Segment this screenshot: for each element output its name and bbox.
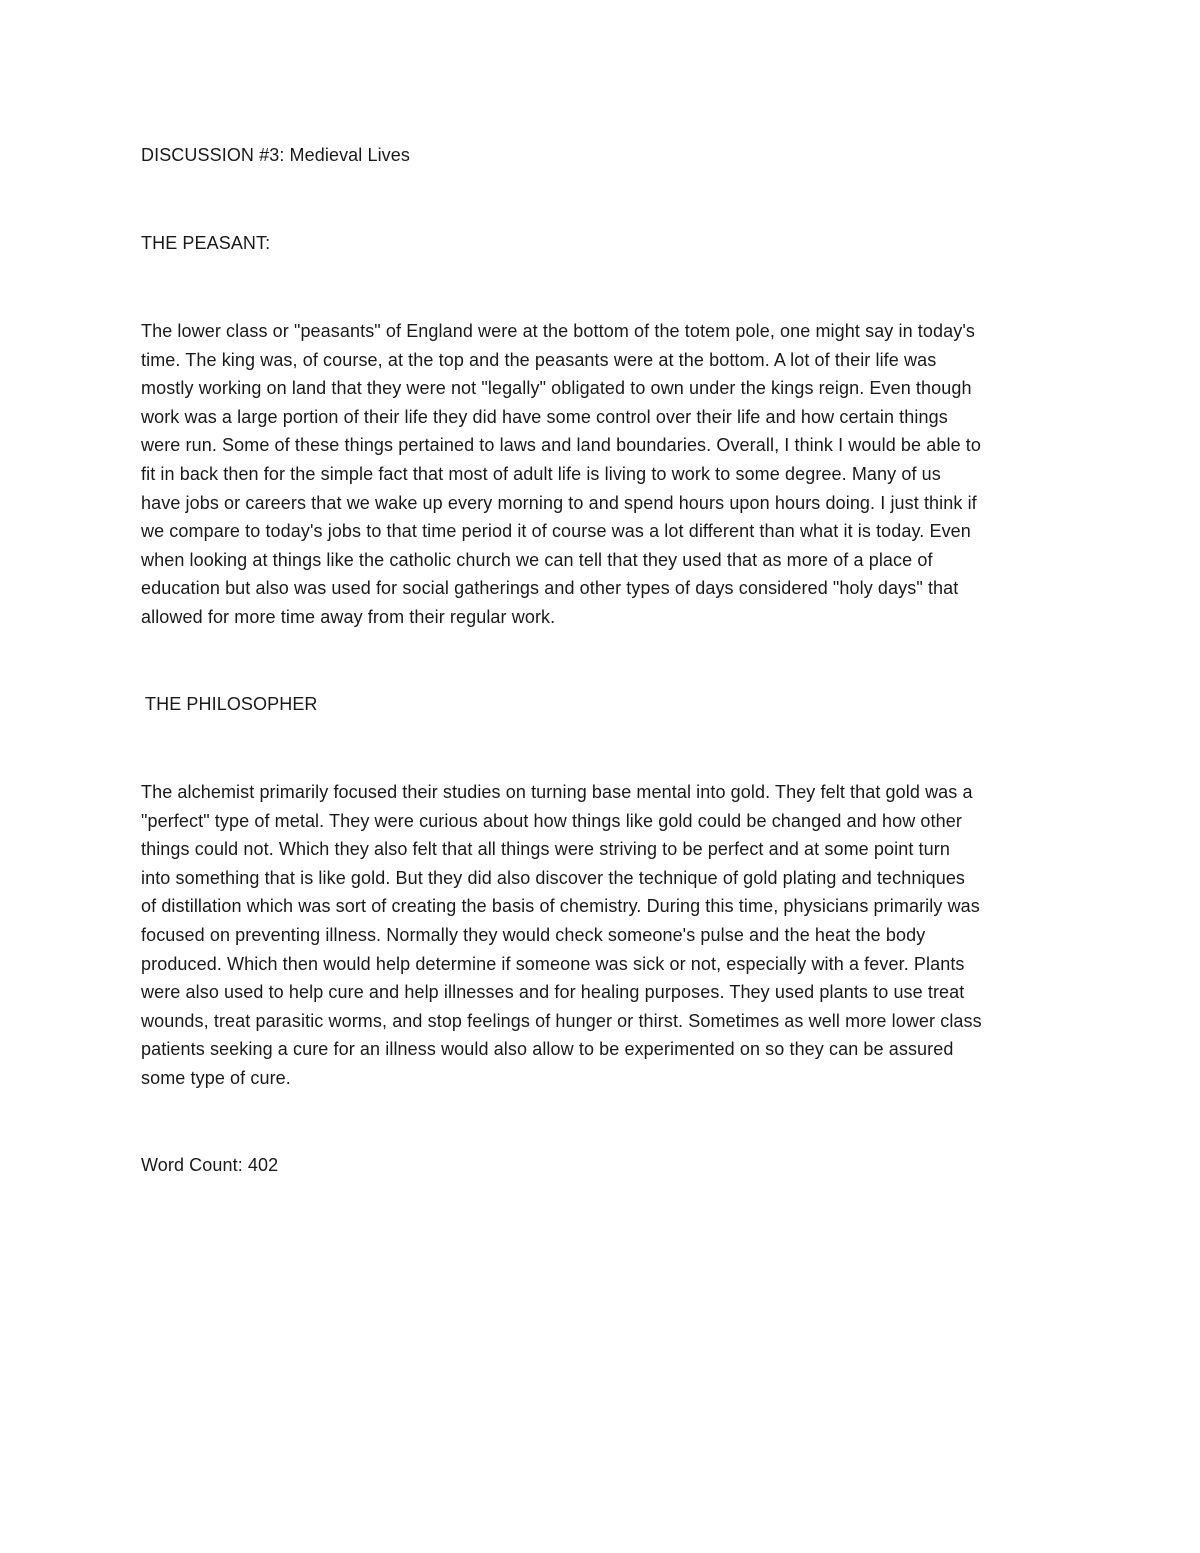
- paragraph-line: things could not. Which they also felt that all things were striving to be perfect and at some point turn: [141, 839, 950, 860]
- paragraph-line: we compare to today's jobs to that time period it of course was a lot different than what it is today. Even: [141, 521, 971, 542]
- document-title: DISCUSSION #3: Medieval Lives: [141, 145, 410, 165]
- paragraph-line: The lower class or "peasants" of England were at the bottom of the totem pole, one might say in today's: [141, 321, 975, 341]
- paragraph-line: produced. Which then would help determine if someone was sick or not, especially with a fever. Plants: [141, 953, 965, 974]
- paragraph-line: were run. Some of these things pertained to laws and land boundaries. Overall, I think I would be able to: [141, 435, 981, 456]
- paragraph-line: mostly working on land that they were not "legally" obligated to own under the kings reign. Even though: [141, 378, 972, 399]
- paragraph-line: education but also was used for social gatherings and other types of days considered "holy days" that: [141, 578, 959, 599]
- paragraph-line: patients seeking a cure for an illness would also allow to be experimented on so they can be assured: [141, 1039, 954, 1060]
- paragraph-line: work was a large portion of their life they did have some control over their life and how certain things: [141, 406, 948, 427]
- paragraph-line: time. The king was, of course, at the top and the peasants were at the bottom. A lot of their life was: [141, 349, 937, 370]
- paragraph-line: allowed for more time away from their regular work.: [141, 606, 556, 627]
- word-count: Word Count: 402: [141, 1155, 279, 1175]
- paragraph-line: The alchemist primarily focused their studies on turning base mental into gold. They felt that gold was a: [141, 782, 973, 802]
- paragraph-line: focused on preventing illness. Normally they would check someone's pulse and the heat the body: [141, 924, 926, 945]
- paragraph-line: of distillation which was sort of creating the basis of chemistry. During this time, physicians primarily was: [141, 896, 980, 917]
- paragraph-line: "perfect" type of metal. They were curious about how things like gold could be changed and how other: [141, 810, 962, 831]
- paragraph-line: wounds, treat parasitic worms, and stop feelings of hunger or thirst. Sometimes as well more lower class: [141, 1010, 982, 1031]
- paragraph-line: were also used to help cure and help illnesses and for healing purposes. They used plants to use treat: [141, 982, 965, 1003]
- paragraph-line: when looking at things like the catholic church we can tell that they used that as more of a place of: [141, 549, 933, 570]
- section-heading-peasant: THE PEASANT:: [141, 233, 271, 253]
- paragraph-line: some type of cure.: [141, 1067, 291, 1088]
- paragraph-line: have jobs or careers that we wake up every morning to and spend hours upon hours doing. I just think if: [141, 492, 977, 513]
- peasant-paragraph: [141, 317, 1061, 632]
- paragraph-line: into something that is like gold. But they did also discover the technique of gold plating and techniques: [141, 867, 966, 888]
- section-heading-philosopher: THE PHILOSOPHER: [145, 694, 318, 714]
- paragraph-line: fit in back then for the simple fact that most of adult life is living to work to some degree. Many of us: [141, 463, 941, 484]
- philosopher-paragraph: [141, 778, 1061, 1093]
